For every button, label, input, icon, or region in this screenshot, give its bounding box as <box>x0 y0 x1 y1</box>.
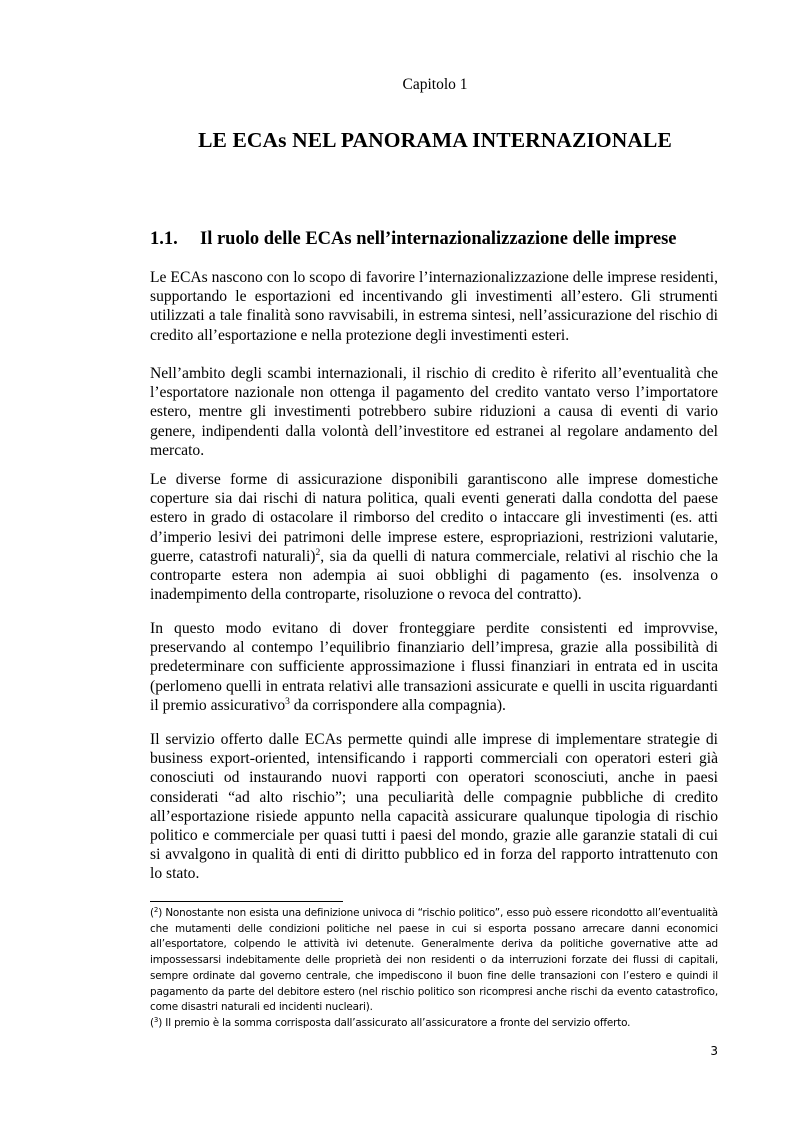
footnote-2-number: 2 <box>153 906 159 914</box>
footnote-3-text: Il premio è la somma corrisposta dall’assicurato all’assicuratore a fronte del servizio offerto. <box>165 1016 631 1029</box>
paragraph-3 <box>150 470 718 604</box>
paragraph-3-text-b: , sia da quelli di natura commerciale, relativi al rischio che la controparte estera non adempia ai suoi obblighi di pagamento (es. insolvenza o inadempimento della controparte, risoluzione o revoca del contratto). <box>150 547 719 604</box>
footnote-3-number: 3 <box>153 1015 159 1024</box>
paragraph-3-text-a: Le diverse forme di assicurazione disponibili garantiscono alle imprese domestiche coperture sia dai rischi di natura politica, quali eventi generati dalla condotta del paese estero in grado di ostacolare il rimborso del credito o intaccare gli investimenti (es. atti d’imperio lesivi dei patrimoni delle imprese estere, espropriazioni, restrizioni valutarie, guerre, catastrofi naturali) <box>150 471 718 565</box>
paragraph-5-block <box>150 730 718 884</box>
paragraph-2: Nell’ambito degli scambi internazionali, il rischio di credito è riferito all’eventualità che l’esportatore nazionale non ottenga il pagamento del credito vantato verso l’importatore estero, mentre gli investimenti potrebbero subire riduzioni a causa di eventi di vario genere, indipendenti dalla volontà dell’investitore ed estranei al regolare andamento del mercato. <box>150 365 718 459</box>
paragraph-3-block <box>150 470 718 604</box>
paragraph-4-block <box>150 619 718 715</box>
paragraph-5: Il servizio offerto dalle ECAs permette quindi alle imprese di implementare strategie di business export-oriented, intensificando i rapporti commerciali con operatori esteri già conosciuti od instaurando nuovi rapporti con operatori sconosciuti, anche in paesi considerati “ad alto rischio”; una peculiarità delle compagnie pubbliche di credito all’esportazione risiede appunto nella capacità assicurare qualunque tipologia di rischio politico e commerciale per quasi tutti i paesi del mondo, grazie alle garanzie statali di cui si avvalgono in qualità di enti di diritto pubblico ed in forza del rapporto intrattenuto con lo stato. <box>150 731 718 883</box>
section-title: Il ruolo delle ECAs nell’internazionalizzazione delle imprese <box>200 229 677 249</box>
footnote-2-text: Nonostante non esista una definizione univoca di “rischio politico”, esso può essere ricondotto all’eventualità che mutamenti delle condizioni politiche nel paese in cui si esporta possano arrecare danni economici all’esportatore, colpendo le attività ivi detenute. Generalmente deriva da politiche governative atte ad impossessarsi indebitamente delle proprietà dei non residenti o da interruzioni forzate dei flussi di capitali, sempre ordinate dal governo centrale, che impediscono il buon fine delle transazioni con l’estero e quindi il pagamento da parte del debitore estero (nel rischio politico son ricompresi anche rischi da evento catastrofico, come disastri naturali ed incidenti nucleari). <box>150 907 718 1014</box>
paragraph-4 <box>150 619 718 715</box>
footnote-2: ($^2$) Nonostante non esista una definizione univoca di “rischio politico”, esso può essere ricondotto all’eventualità che mutamenti delle condizioni politiche nel paese in cui si esporta possano arrecare danni economici all’esportatore, colpendo le attività ivi detenute. Generalmente deriva da politiche governative atte ad impossessarsi indebitamente delle proprietà dei non residenti o da interruzioni forzate dei flussi di capitali, sempre ordinate dal governo centrale, che impediscono il buon fine delle transazioni con l’estero e quindi il pagamento da parte del debitore estero (nel rischio politico son ricompresi anche rischi da evento catastrofico, come disastri naturali ed incidenti nucleari). <box>150 906 718 1014</box>
footnotes <box>150 906 718 1032</box>
paragraph-2-block <box>150 364 718 460</box>
paragraph-4-text-a: In questo modo evitano di dover fronteggiare perdite consistenti ed improvvise, preservando al contempo l’equilibrio finanziario dell’impresa, grazie alla possibilità di predeterminare con sufficiente approssimazione i flussi finanziari in entrata ed in uscita (perlomeno quelli in entrata relativi alle transazioni assicurate e quelli in uscita riguardanti il premio assicurativo <box>150 620 718 714</box>
footnote-ref-3[interactable]: 3 <box>285 696 290 707</box>
section-number: 1.1. <box>150 229 178 249</box>
section-heading <box>150 229 720 250</box>
footnote-separator <box>150 901 343 902</box>
footnote-3: ($^3$) Il premio è la somma corrisposta dall’assicurato all’assicuratore a fronte del servizio offerto. <box>150 1015 631 1029</box>
paragraph-1-block <box>150 268 718 345</box>
chapter-title: LE ECAs NEL PANORAMA INTERNAZIONALE <box>198 128 672 152</box>
footnote-ref-2[interactable]: 2 <box>315 547 321 558</box>
chapter-label: Capitolo 1 <box>402 76 468 93</box>
paragraph-1: Le ECAs nascono con lo scopo di favorire l’internazionalizzazione delle imprese residenti, supportando le esportazioni ed incentivando gli investimenti all’estero. Gli strumenti utilizzati a tale finalità sono ravvisabili, in estrema sintesi, nell’assicurazione del rischio di credito all’esportazione e nella protezione degli investimenti esteri. <box>150 269 718 344</box>
page-number: 3 <box>710 1044 718 1058</box>
paragraph-4-text-b: da corrispondere alla compagnia). <box>289 696 506 714</box>
